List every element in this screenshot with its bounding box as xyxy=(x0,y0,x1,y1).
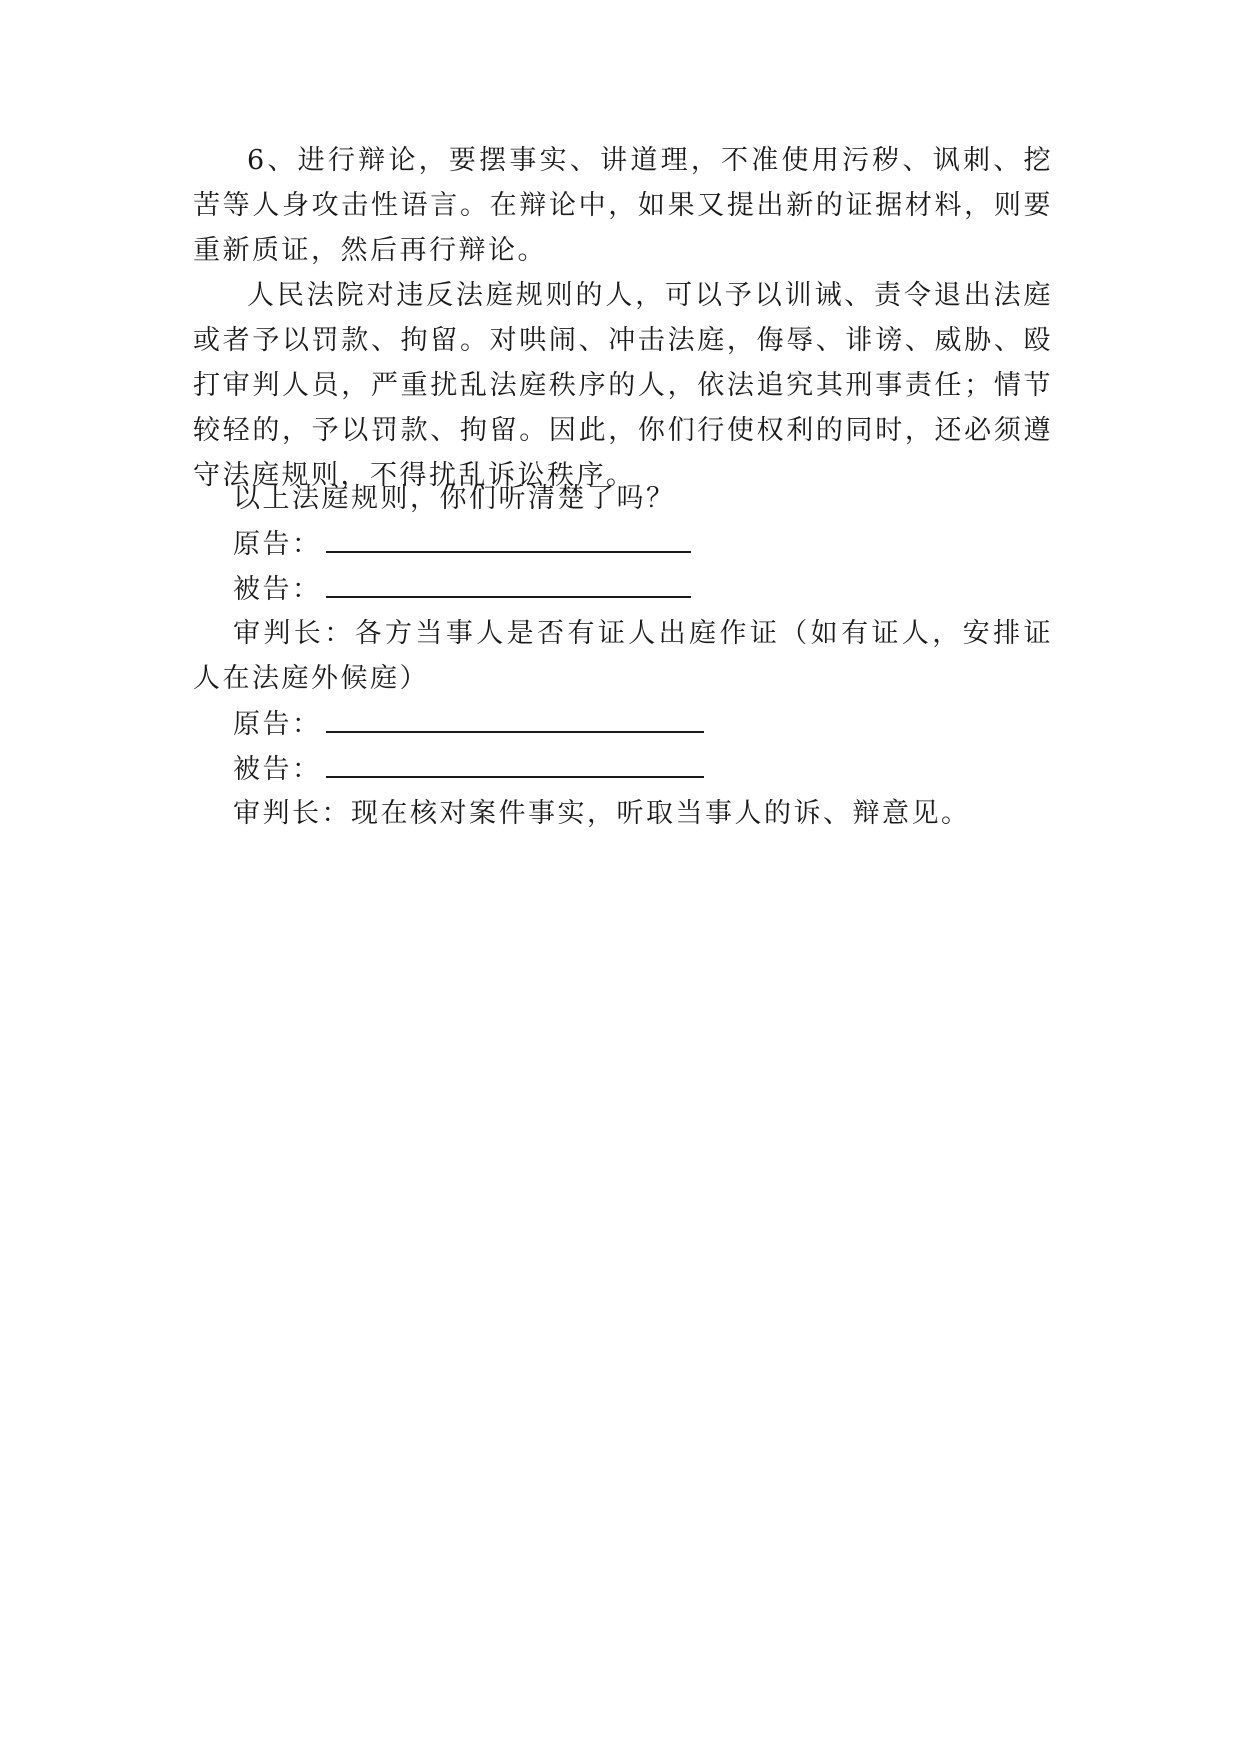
defendant-response-1 xyxy=(233,566,691,612)
paragraph-court-power: 人民法院对违反法庭规则的人，可以予以训诫、责令退出法庭或者予以罚款、拘留。对哄闹、冲击法庭，侮辱、诽谤、威胁、殴打审判人员，严重扰乱法庭秩序的人，依法追究其刑事责任；情节较轻的，予以罚款、拘留。因此，你们行使权利的同时，还必须遵守法庭规则，不得扰乱诉讼秩序。 xyxy=(193,280,1053,491)
plaintiff-label: 原告： xyxy=(233,529,322,560)
defendant-label: 被告： xyxy=(233,754,322,785)
plaintiff-label: 原告： xyxy=(233,709,322,740)
plaintiff-answer-blank[interactable] xyxy=(326,521,691,553)
plaintiff-response-2 xyxy=(233,701,704,747)
defendant-label: 被告： xyxy=(233,574,322,605)
presiding-judge-facts-statement: 审判长：现在核对案件事实，听取当事人的诉、辩意见。 xyxy=(233,798,971,829)
defendant-witness-blank[interactable] xyxy=(326,746,704,778)
presiding-judge-witness-question: 审判长：各方当事人是否有证人出庭作证（如有证人，安排证人在法庭外候庭） xyxy=(193,618,1053,694)
defendant-answer-blank[interactable] xyxy=(326,566,691,598)
defendant-response-2 xyxy=(233,746,704,792)
paragraph-rule-6: 6、进行辩论，要摆事实、讲道理，不准使用污秽、讽刺、挖苦等人身攻击性语言。在辩论中，如果又提出新的证据材料，则要重新质证，然后再行辩论。 xyxy=(193,145,1053,266)
question-rules-understood: 以上法庭规则，你们听清楚了吗？ xyxy=(233,483,676,514)
plaintiff-witness-blank[interactable] xyxy=(326,701,704,733)
plaintiff-response-1 xyxy=(233,521,691,567)
